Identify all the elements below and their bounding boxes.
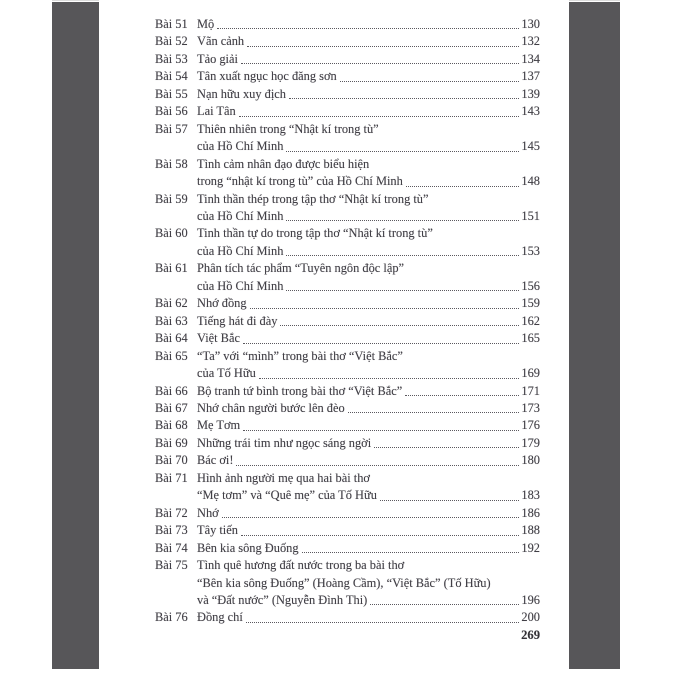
entry-label: Bài 59: [155, 191, 188, 206]
entry-label: Bài 54: [155, 69, 188, 84]
entry-line: [197, 138, 540, 155]
entry-page-number: 148: [521, 174, 540, 189]
right-spine-bar: [569, 2, 620, 669]
dot-leader: [286, 208, 519, 221]
entry-page-number: 176: [521, 418, 540, 433]
entry-line: [197, 16, 540, 33]
entry-body: [197, 435, 540, 452]
entry-page-number: 192: [521, 540, 540, 555]
footer-page-number: 269: [521, 628, 540, 642]
entry-title: “Bên kia sông Đuống” (Hoàng Cầm), “Việt Bắc” (Tố Hữu): [197, 575, 491, 590]
entry-line: [197, 557, 540, 574]
entry-body: [197, 540, 540, 557]
entry-title: của Hồ Chí Minh: [197, 243, 284, 258]
entry-page-number: 153: [521, 243, 540, 258]
entry-body: [197, 51, 540, 68]
entry-body: [197, 417, 540, 434]
entry-label: Bài 76: [155, 610, 188, 625]
entry-line: [197, 295, 540, 312]
entry-label: Bài 53: [155, 51, 188, 66]
entry-line: [197, 86, 540, 103]
dot-leader: [286, 243, 519, 256]
entry-line: [197, 103, 540, 120]
entry-line: [197, 592, 540, 609]
dot-leader: [243, 330, 519, 343]
entry-page-number: 179: [521, 435, 540, 450]
entry-label: Bài 51: [155, 17, 188, 31]
toc-entry: [155, 452, 540, 469]
entry-body: [197, 609, 540, 626]
entry-label: Bài 75: [155, 558, 188, 573]
entry-page-number: 130: [521, 17, 540, 31]
entry-label: Bài 64: [155, 331, 188, 346]
entry-page-number: 159: [521, 296, 540, 311]
dot-leader: [370, 592, 519, 605]
toc-entry: [155, 191, 540, 226]
entry-body: [197, 225, 540, 260]
entry-body: [197, 16, 540, 33]
entry-title: Tình cảm nhân đạo được biểu hiện: [197, 156, 370, 171]
entry-body: [197, 452, 540, 469]
entry-body: [197, 103, 540, 120]
entry-body: [197, 295, 540, 312]
entry-page-number: 132: [521, 34, 540, 49]
entry-line: [197, 522, 540, 539]
dot-leader: [246, 609, 520, 622]
entry-label: Bài 60: [155, 226, 188, 241]
toc-entry: [155, 540, 540, 557]
entry-title: và “Đất nước” (Nguyễn Đình Thi): [197, 592, 368, 607]
toc-entry: [155, 435, 540, 452]
toc-entry: [155, 470, 540, 505]
dot-leader: [405, 383, 519, 396]
entry-title: Tân xuất ngục học đăng sơn: [197, 69, 337, 84]
entry-line: [197, 383, 540, 400]
entry-title: Nạn hữu xuy địch: [197, 86, 286, 101]
toc-entry: [155, 522, 540, 539]
toc-entry: [155, 557, 540, 609]
entry-page-number: 139: [521, 86, 540, 101]
dot-leader: [241, 51, 519, 64]
dot-leader: [302, 540, 520, 553]
entry-line: [197, 191, 540, 208]
dot-leader: [340, 68, 520, 81]
entry-line: [197, 313, 540, 330]
entry-title: Tiếng hát đi đày: [197, 313, 278, 328]
entry-line: [197, 348, 540, 365]
entry-title: Mẹ Tơm: [197, 418, 241, 433]
entry-line: [197, 156, 540, 173]
entry-title: Lai Tân: [197, 104, 236, 119]
entry-page-number: 173: [521, 400, 540, 415]
dot-leader: [374, 435, 519, 448]
entry-body: [197, 557, 540, 609]
entry-label: Bài 56: [155, 104, 188, 119]
entry-line: [197, 51, 540, 68]
entry-line: [197, 33, 540, 50]
entry-title: Nhớ: [197, 505, 219, 520]
entry-line: [197, 487, 540, 504]
entry-line: [197, 400, 540, 417]
entry-line: [197, 417, 540, 434]
entry-title: Bên kia sông Đuống: [197, 540, 299, 555]
entry-title: Bác ơi!: [197, 453, 234, 468]
entry-label: Bài 70: [155, 453, 188, 468]
entry-line: [197, 173, 540, 190]
entry-title: của Tố Hữu: [197, 366, 256, 381]
entry-page-number: 134: [521, 51, 540, 66]
book-page: [99, 0, 569, 673]
entry-line: [197, 121, 540, 138]
entry-page-number: 196: [521, 592, 540, 607]
entry-line: [197, 365, 540, 382]
entry-page-number: 180: [521, 453, 540, 468]
toc-entry: [155, 68, 540, 85]
dot-leader: [247, 33, 519, 46]
entry-body: [197, 313, 540, 330]
entry-body: [197, 505, 540, 522]
entry-page-number: 151: [521, 208, 540, 223]
entry-page-number: 171: [521, 383, 540, 398]
entry-body: [197, 400, 540, 417]
entry-title: Hình ảnh người mẹ qua hai bài thơ: [197, 470, 370, 485]
entry-label: Bài 58: [155, 156, 188, 171]
entry-title: Tinh thần tự do trong tập thơ “Nhật kí trong tù”: [197, 226, 433, 241]
entry-line: [197, 452, 540, 469]
toc-entry: [155, 505, 540, 522]
entry-line: [197, 505, 540, 522]
entry-body: [197, 86, 540, 103]
toc-entry: [155, 33, 540, 50]
entry-label: Bài 69: [155, 435, 188, 450]
entry-label: Bài 71: [155, 470, 188, 485]
left-spine-bar: [52, 2, 99, 669]
entry-label: Bài 62: [155, 296, 188, 311]
entry-line: [197, 540, 540, 557]
entry-page-number: 200: [521, 610, 540, 625]
dot-leader: [289, 86, 519, 99]
dot-leader: [348, 400, 520, 413]
dot-leader: [241, 522, 519, 535]
toc-entry: [155, 156, 540, 191]
entry-label: Bài 72: [155, 505, 188, 520]
toc-entry: [155, 225, 540, 260]
entry-title: Phân tích tác phẩm “Tuyên ngôn độc lập”: [197, 261, 405, 276]
entry-title: trong “nhật kí trong tù” của Hồ Chí Minh: [197, 174, 403, 189]
entry-label: Bài 63: [155, 313, 188, 328]
entry-title: Đồng chí: [197, 610, 243, 625]
entry-title: Tây tiến: [197, 523, 238, 538]
entry-page-number: 188: [521, 523, 540, 538]
entry-line: [197, 243, 540, 260]
entry-page-number: 145: [521, 139, 540, 154]
toc-list: [155, 16, 540, 627]
dot-leader: [259, 365, 520, 378]
toc-entry: [155, 260, 540, 295]
toc-entry: [155, 295, 540, 312]
entry-body: [197, 33, 540, 50]
dot-leader: [243, 417, 519, 430]
entry-line: [197, 435, 540, 452]
entry-page-number: 143: [521, 104, 540, 119]
entry-title: “Mẹ tơm” và “Quê mẹ” của Tố Hữu: [197, 488, 377, 503]
toc-entry: [155, 383, 540, 400]
entry-title: của Hồ Chí Minh: [197, 278, 284, 293]
entry-page-number: 137: [521, 69, 540, 84]
entry-line: [197, 278, 540, 295]
entry-title: Tinh thần thép trong tập thơ “Nhật kí trong tù”: [197, 191, 429, 206]
dot-leader: [380, 487, 520, 500]
entry-line: [197, 208, 540, 225]
entry-line: [197, 575, 540, 592]
dot-leader: [280, 313, 519, 326]
entry-body: [197, 260, 540, 295]
entry-title: Những trái tim như ngọc sáng ngời: [197, 435, 372, 450]
dot-leader: [286, 138, 519, 151]
entry-line: [197, 470, 540, 487]
entry-title: Việt Bắc: [197, 331, 240, 346]
entry-title: Mộ: [197, 17, 215, 31]
dot-leader: [222, 505, 520, 518]
entry-label: Bài 66: [155, 383, 188, 398]
entry-body: [197, 191, 540, 226]
entry-label: Bài 61: [155, 261, 188, 276]
entry-label: Bài 73: [155, 523, 188, 538]
entry-label: Bài 74: [155, 540, 188, 555]
entry-body: [197, 348, 540, 383]
entry-body: [197, 522, 540, 539]
toc-entry: [155, 348, 540, 383]
toc-entry: [155, 330, 540, 347]
dot-leader: [239, 103, 520, 116]
entry-title: của Hồ Chí Minh: [197, 139, 284, 154]
entry-title: Tình quê hương đất nước trong ba bài thơ: [197, 558, 405, 573]
toc-entry: [155, 103, 540, 120]
entry-line: [197, 330, 540, 347]
toc-entry: [155, 417, 540, 434]
entry-page-number: 183: [521, 488, 540, 503]
entry-title: của Hồ Chí Minh: [197, 208, 284, 223]
dot-leader: [217, 16, 519, 29]
entry-label: Bài 55: [155, 86, 188, 101]
dot-leader: [236, 452, 519, 465]
entry-body: [197, 156, 540, 191]
entry-label: Bài 57: [155, 121, 188, 136]
dot-leader: [250, 295, 520, 308]
entry-line: [197, 68, 540, 85]
entry-body: [197, 68, 540, 85]
entry-body: [197, 121, 540, 156]
toc-entry: [155, 51, 540, 68]
entry-page-number: 165: [521, 331, 540, 346]
entry-title: “Ta” với “mình” trong bài thơ “Việt Bắc”: [197, 348, 403, 363]
entry-title: Nhớ đồng: [197, 296, 247, 311]
entry-page-number: 162: [521, 313, 540, 328]
toc-entry: [155, 121, 540, 156]
entry-page-number: 169: [521, 366, 540, 381]
entry-body: [197, 470, 540, 505]
dot-leader: [406, 173, 520, 186]
toc-entry: [155, 86, 540, 103]
dot-leader: [286, 278, 519, 291]
entry-line: [197, 609, 540, 626]
entry-title: Vãn cảnh: [197, 34, 245, 49]
entry-body: [197, 383, 540, 400]
entry-title: Thiên nhiên trong “Nhật kí trong tù”: [197, 121, 379, 136]
entry-page-number: 156: [521, 278, 540, 293]
entry-title: Bộ tranh tứ bình trong bài thơ “Việt Bắc”: [197, 383, 403, 398]
entry-line: [197, 225, 540, 242]
toc-entry: [155, 609, 540, 626]
entry-body: [197, 330, 540, 347]
toc-entry: [155, 16, 540, 33]
toc-entry: [155, 400, 540, 417]
entry-title: Nhớ chân người bước lên đèo: [197, 400, 345, 415]
entry-line: [197, 260, 540, 277]
entry-label: Bài 52: [155, 34, 188, 49]
entry-label: Bài 68: [155, 418, 188, 433]
entry-label: Bài 67: [155, 400, 188, 415]
entry-page-number: 186: [521, 505, 540, 520]
entry-title: Tảo giải: [197, 51, 238, 66]
entry-label: Bài 65: [155, 348, 188, 363]
toc-entry: [155, 313, 540, 330]
